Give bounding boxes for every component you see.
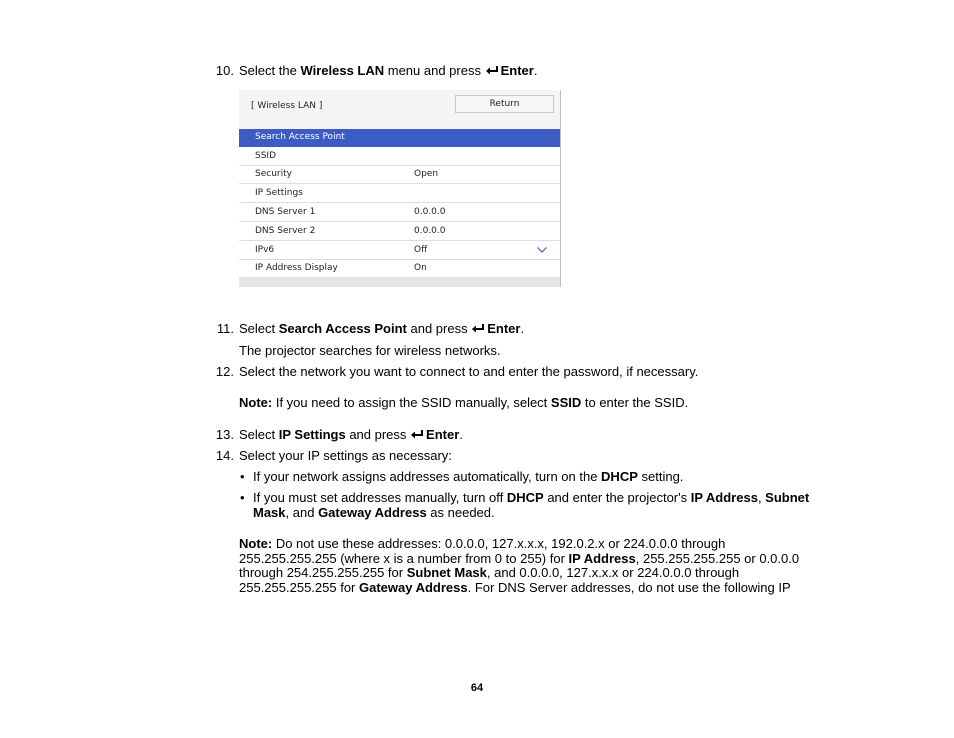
step-14-text: Select your IP settings as necessary: (239, 448, 452, 463)
menu-item-label: IP Address Display (255, 263, 338, 273)
note-ssid: Note: If you need to assign the SSID manually, select SSID to enter the SSID. (239, 395, 689, 410)
page-number: 64 (470, 682, 484, 694)
menu-item-label: DNS Server 1 (255, 207, 316, 217)
menu-item-label: Search Access Point (255, 132, 345, 142)
menu-item-label: IPv6 (255, 245, 275, 255)
menu-item-security[interactable] (239, 166, 560, 184)
menu-item-label: IP Settings (255, 188, 303, 198)
bullet-manual-line-1: If you must set addresses manually, turn off DHCP and enter the projector's IP Address, Subnet (253, 490, 810, 505)
enter-icon (486, 66, 499, 76)
menu-title: [ Wireless LAN ] (251, 101, 323, 111)
step-10-text: Select the Wireless LAN menu and press Enter. (239, 63, 538, 78)
menu-header (239, 90, 560, 129)
menu-item-label: SSID (255, 151, 277, 161)
step-number: 11. (216, 321, 234, 336)
step-number: 12. (215, 364, 234, 379)
menu-item-ip-settings[interactable] (239, 185, 560, 203)
menu-item-dns-server-1[interactable] (239, 204, 560, 222)
menu-item-value: Off (414, 245, 428, 255)
menu-item-value: Open (414, 169, 439, 179)
step-number: 10. (215, 63, 234, 78)
step-11-result: The projector searches for wireless networks. (239, 343, 501, 358)
step-number: 14. (215, 448, 234, 463)
enter-icon (411, 430, 424, 440)
step-13-text: Select IP Settings and press Enter. (239, 427, 463, 442)
step-11-text: Select Search Access Point and press Enter. (239, 321, 525, 336)
menu-item-value: 0.0.0.0 (414, 207, 446, 217)
menu-footer (239, 277, 560, 287)
bullet-mark: • (240, 469, 245, 484)
menu-item-label: Security (255, 169, 292, 179)
note-addresses-line-1: Note: Do not use these addresses: 0.0.0.0, 127.x.x.x, 192.0.2.x or 224.0.0.0 through (239, 536, 726, 551)
bullet-dhcp-auto: If your network assigns addresses automatically, turn on the DHCP setting. (253, 469, 684, 484)
step-12-text: Select the network you want to connect to and enter the password, if necessary. (239, 364, 699, 379)
step-number: 13. (215, 427, 234, 442)
bullet-mark: • (240, 490, 245, 505)
menu-item-ipv6[interactable] (239, 242, 560, 260)
note-addresses-line-2: 255.255.255.255 (where x is a number from 0 to 255) for IP Address, 255.255.255.255 or 0.0.0.0 (239, 551, 800, 566)
note-addresses-line-4: 255.255.255.255 for Gateway Address. For DNS Server addresses, do not use the following IP (239, 580, 791, 595)
menu-item-value: 0.0.0.0 (414, 226, 446, 236)
enter-icon (472, 324, 485, 334)
menu-item-label: DNS Server 2 (255, 226, 316, 236)
menu-item-search-access-point[interactable] (239, 129, 560, 147)
menu-item-ip-address-display[interactable] (239, 260, 560, 278)
menu-item-value: On (414, 263, 427, 273)
return-button[interactable]: Return (455, 95, 554, 113)
menu-item-dns-server-2[interactable] (239, 223, 560, 241)
chevron-down-icon[interactable] (537, 247, 547, 253)
bullet-manual-line-2: Mask, and Gateway Address as needed. (253, 505, 495, 520)
note-addresses-line-3: through 254.255.255.255 for Subnet Mask, and 0.0.0.0, 127.x.x.x or 224.0.0.0 through (239, 565, 740, 580)
menu-item-ssid[interactable] (239, 148, 560, 166)
wireless-lan-menu (239, 90, 561, 287)
